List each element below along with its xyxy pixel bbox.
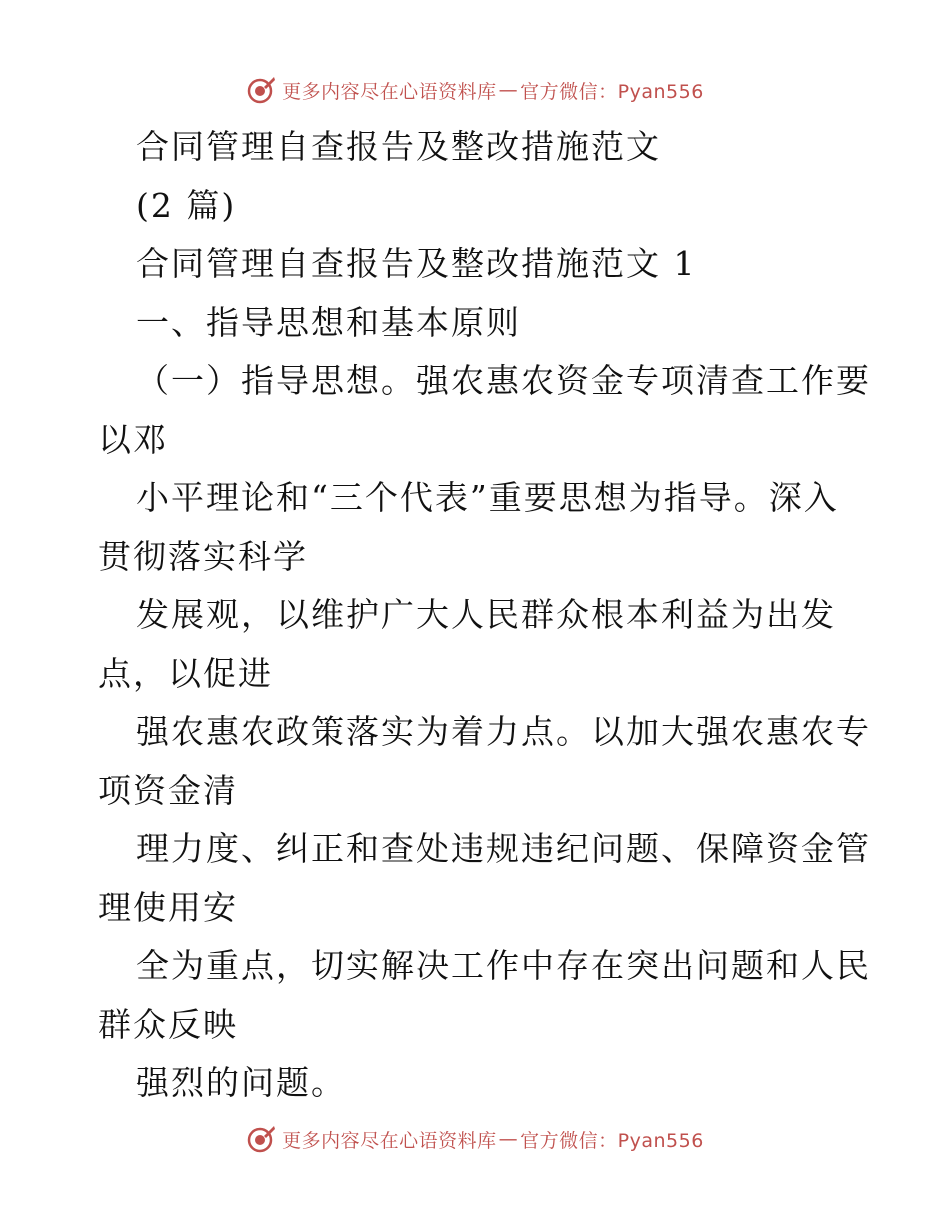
watermark-wechat: 官方微信：Pyan556 — [520, 1129, 704, 1152]
paragraph-line: 强农惠农政策落实为着力点。以加大强农惠农专 — [136, 712, 871, 751]
doc-subtitle: (2 篇) — [136, 185, 237, 225]
pen-logo-icon — [246, 1124, 276, 1154]
watermark-text: 更多内容尽在心语资料库 — [282, 1129, 497, 1152]
pen-logo-icon — [246, 75, 276, 105]
watermark-separator: — — [498, 1128, 519, 1150]
paragraph-line: 点，以促进 — [98, 653, 273, 693]
watermark-wechat: 官方微信：Pyan556 — [520, 80, 704, 103]
section-heading: 合同管理自查报告及整改措施范文 1 — [136, 244, 697, 283]
doc-title: 合同管理自查报告及整改措施范文 — [136, 127, 661, 166]
paragraph-line: （一）指导思想。强农惠农资金专项清查工作要 — [136, 361, 871, 400]
paragraph-line: 项资金清 — [98, 770, 238, 810]
paragraph-line: 群众反映 — [98, 1004, 238, 1044]
watermark-text: 更多内容尽在心语资料库 — [282, 80, 497, 103]
paragraph-line: 理力度、纠正和查处违规违纪问题、保障资金管 — [136, 829, 871, 868]
document-body — [98, 118, 871, 1113]
paragraph-line: 小平理论和“三个代表”重要思想为指导。深入 — [136, 478, 839, 517]
watermark-separator: — — [498, 79, 519, 101]
header-watermark — [0, 70, 950, 110]
paragraph-line: 以邓 — [98, 419, 168, 459]
paragraph-line: 全为重点，切实解决工作中存在突出问题和人民 — [136, 946, 871, 985]
paragraph-line: 强烈的问题。 — [136, 1063, 346, 1102]
paragraph-line: 理使用安 — [98, 887, 238, 927]
paragraph-line: 贯彻落实科学 — [98, 536, 308, 576]
footer-watermark — [0, 1119, 950, 1159]
paragraph-line: 发展观，以维护广大人民群众根本利益为出发 — [136, 595, 836, 634]
subsection-heading: 一、指导思想和基本原则 — [136, 302, 521, 342]
